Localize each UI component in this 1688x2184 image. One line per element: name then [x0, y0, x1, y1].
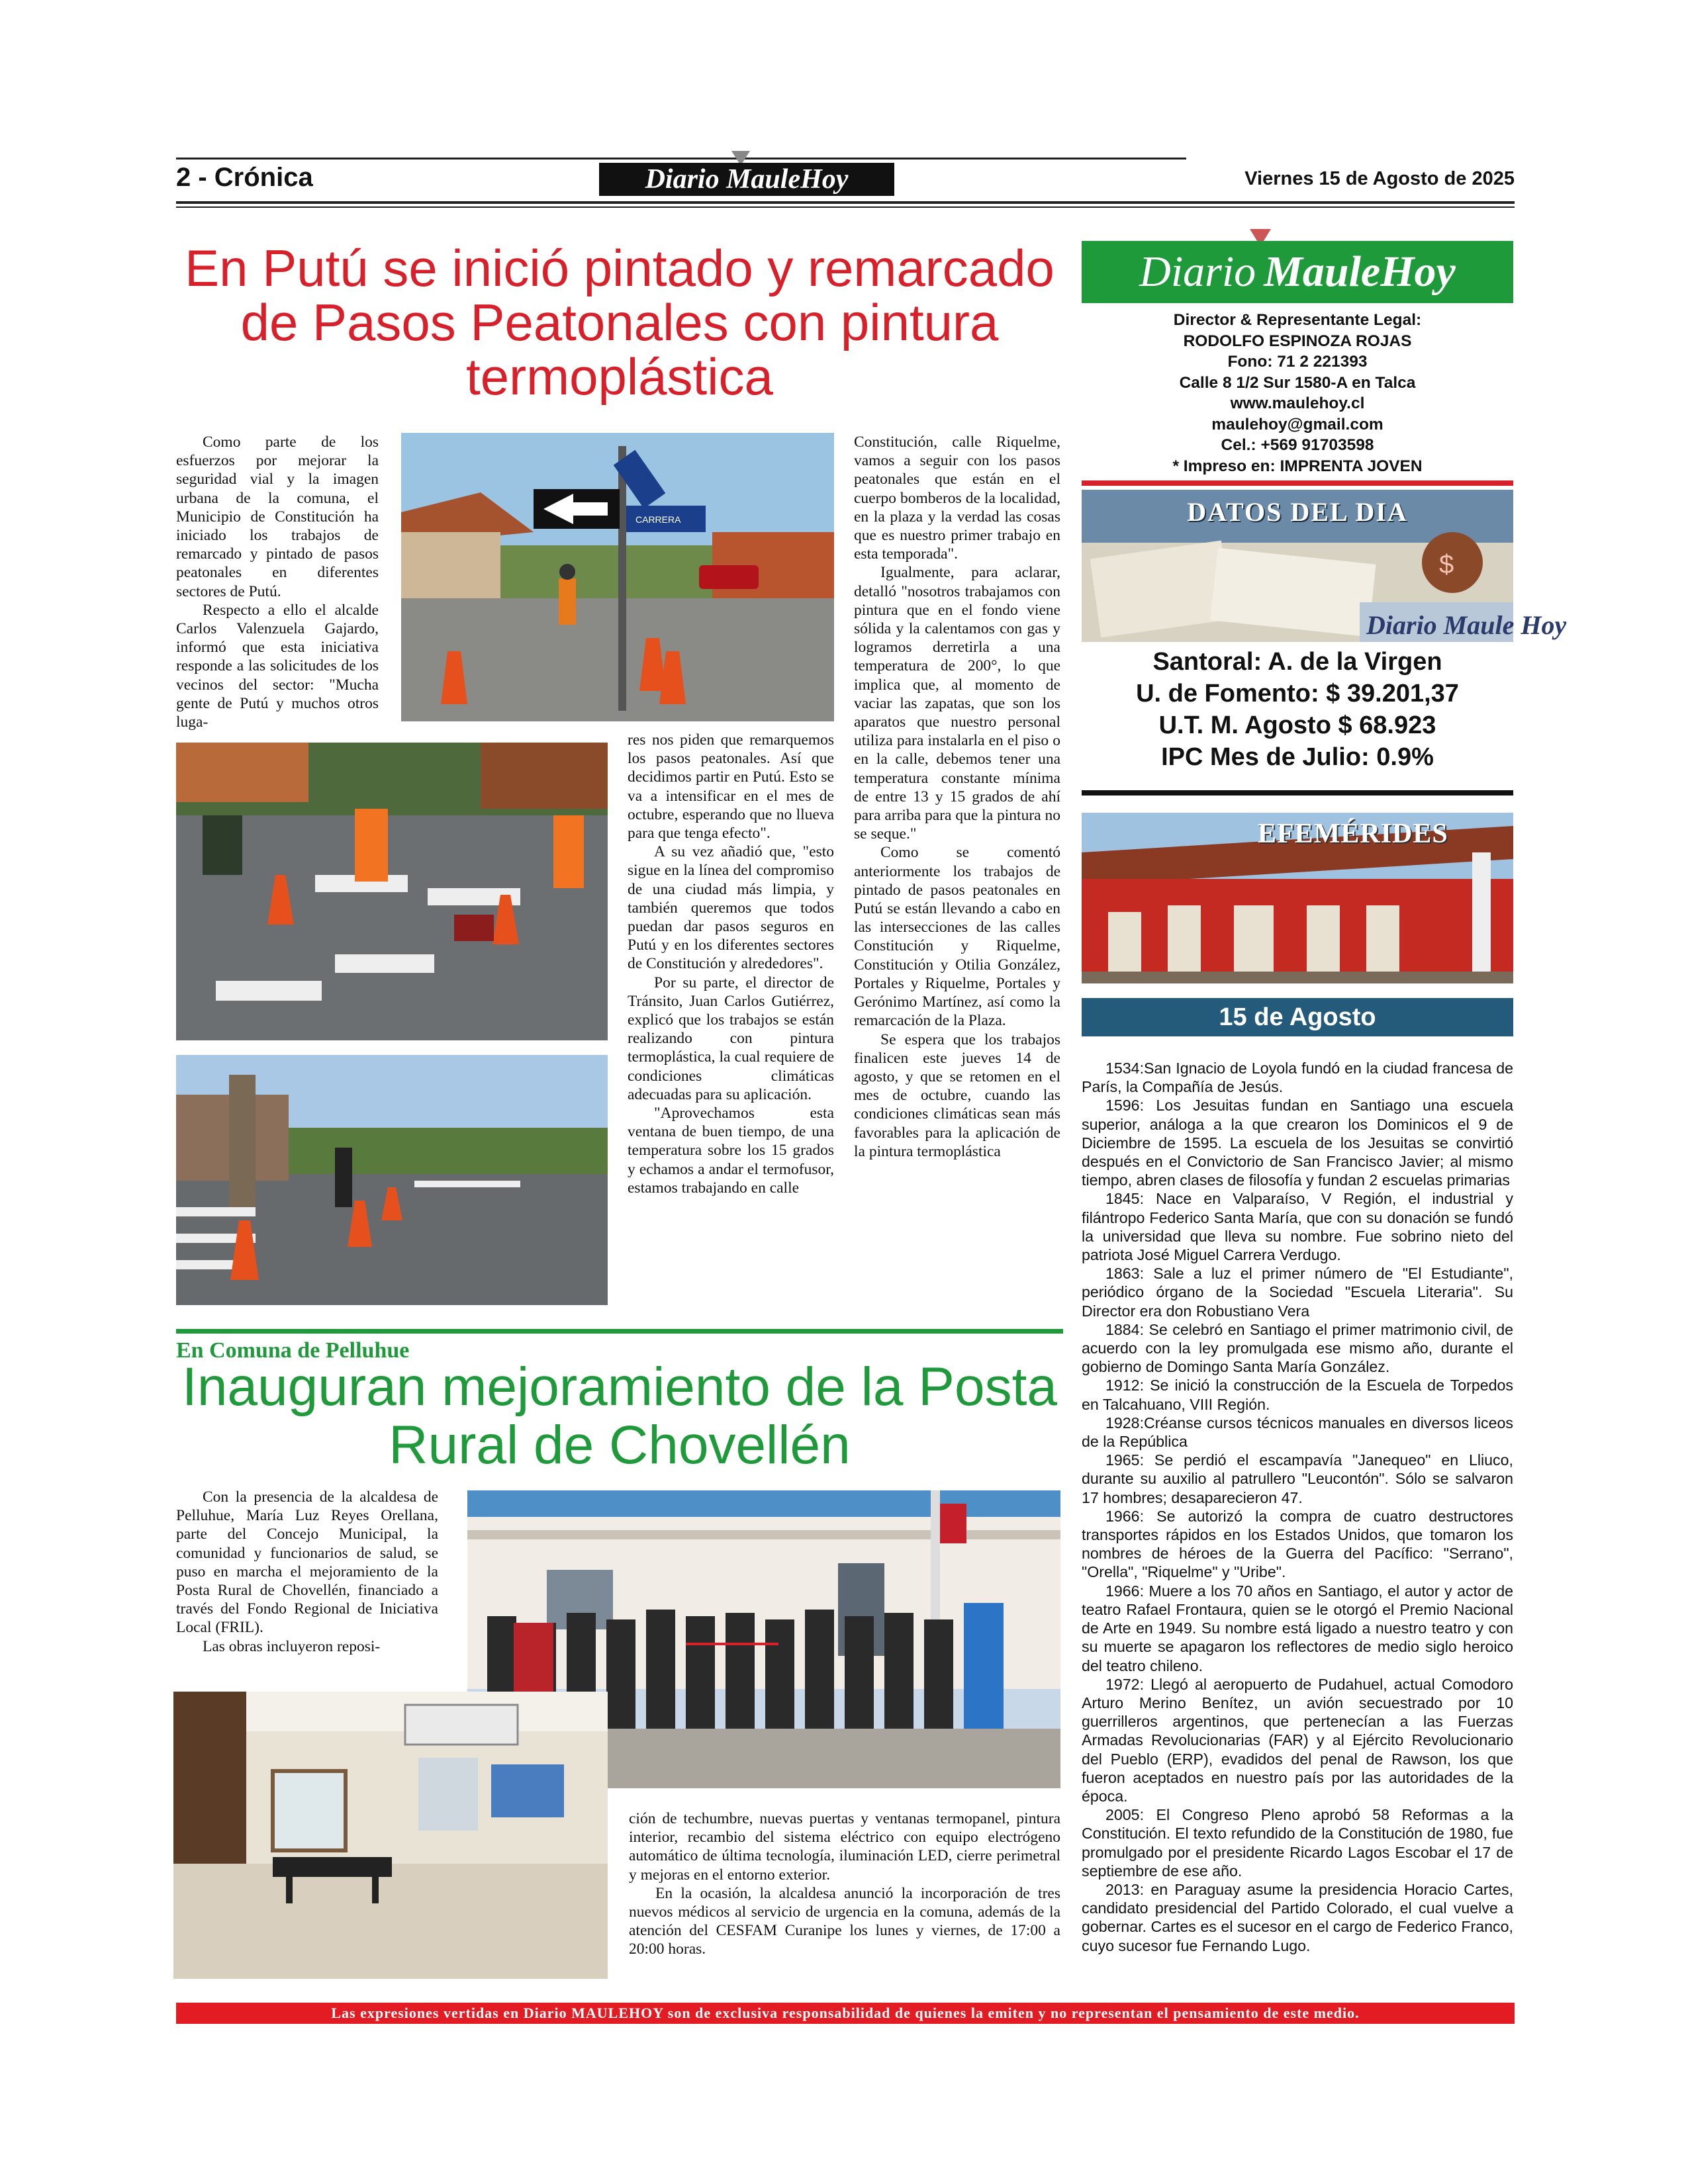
- paragraph: A su vez añadió que, "esto sigue en la línea del compromiso de una ciudad más limpia, y también queremos que todos puedan dar pasos seguros en Putú y en los diferentes sectores de Constitución y alrededores".: [628, 843, 834, 973]
- staff-line: Calle 8 1/2 Sur 1580-A en Talca: [1179, 373, 1416, 392]
- staff-line: * Impreso en: IMPRENTA JOVEN: [1172, 457, 1423, 475]
- photo-workers-painting: [176, 743, 608, 1040]
- masthead-word-2: MauleHoy: [1264, 248, 1456, 296]
- article2-headline: Inauguran mejoramiento de la Posta Rural de Chovellén: [182, 1357, 1057, 1475]
- footer-disclaimer: Las expresiones vertidas en Diario MAULEHOY son de exclusiva responsabilidad de quienes la emiten y no representan el pensamiento de este medio.: [176, 2003, 1515, 2024]
- paragraph: res nos piden que remarquemos los pasos peatonales. Así que decidimos partir en Putú. Esto se va a intensificar en el mes de octubre, esperando que no llueva para que tenga efecto".: [628, 731, 834, 842]
- paragraph: Constitución, calle Riquelme, vamos a seguir con los pasos peatonales que están en el cuerpo bomberos de la localidad, en la plaza y la verdad las cosas que es nuestro primer trabajo en esta temporada".: [854, 433, 1060, 563]
- masthead-word-1: Diario: [1139, 248, 1256, 296]
- header-top-rule: [176, 158, 1186, 159]
- paragraph: Como se comentó anteriormente los trabajos de pintado de pasos peatonales en Putú se están llevando a cabo en las intersecciones de las calles Constitución y Riquelme, Constitución y Otilia González, Portales y Riquelme, Portales y Gerónimo Martínez, así como la remarcación de la Plaza.: [854, 844, 1060, 1030]
- masthead: [1082, 241, 1513, 303]
- article2-col2: [629, 1809, 1060, 1959]
- efemerides-date: 15 de Agosto: [1082, 998, 1513, 1036]
- article1-col1: [176, 433, 379, 731]
- header-logo: Diario MauleHoy: [599, 163, 894, 196]
- staff-box: [1082, 310, 1513, 477]
- efemeride-item: 1884: Se celebró en Santiago el primer matrimonio civil, de acuerdo con la ley promulgada ese mismo año, durante el gobierno de Domingo Santa María González.: [1082, 1320, 1513, 1376]
- paragraph: Las obras incluyeron reposi-: [203, 1637, 381, 1655]
- sign-text: CARRERA: [635, 514, 681, 525]
- efemeride-item: 1966: Se autorizó la compra de cuatro destructores transportes rápidos en los Estados Unidos, que tomaron los nombres de héroes de la Guerra del Pacífico: "Serrano", "Orella", "Riquelme" y "Uribe".: [1082, 1507, 1513, 1581]
- efemeride-item: 2005: El Congreso Pleno aprobó 58 Reformas a la Constitución. El texto refundido de la Constitución de 1980, fue promulgado por el presidente Ricardo Lagos Escobar el 17 de septiembre de ese año.: [1082, 1806, 1513, 1880]
- paragraph: En la ocasión, la alcaldesa anunció la incorporación de tres nuevos médicos al servicio de urgencia en la comuna, además de la atención del CESFAM Curanipe los lunes y viernes, de 17:00 a 20:00 horas.: [629, 1884, 1060, 1958]
- issue-date: Viernes 15 de Agosto de 2025: [1244, 168, 1515, 189]
- efemeride-item: 1972: Llegó al aeropuerto de Pudahuel, actual Comodoro Arturo Merino Benítez, un avión secuestrado por 10 guerrilleros argentinos, que pertenecían a las Fuerzas Armadas Revolucionarias (FAR) y al Ejército Revolucionario del Pueblo (ERP), evadidos del penal de Rawson, los que fueron aceptados en nuestro país por las autoridades de la época.: [1082, 1675, 1513, 1805]
- datos-image-caption: Diario Maule Hoy: [1366, 610, 1567, 640]
- efemerides-list: [1082, 1059, 1513, 1955]
- efemeride-item: 1928:Créanse cursos técnicos manuales en diversos liceos de la República: [1082, 1414, 1513, 1451]
- staff-line: RODOLFO ESPINOZA ROJAS: [1183, 332, 1412, 350]
- svg-text:$: $: [1439, 550, 1454, 579]
- photo-street-signs: [401, 433, 834, 721]
- paragraph: Respecto a ello el alcalde Carlos Valenzuela Gajardo, informó que esta iniciativa responde a las solicitudes de los vecinos del sector: "Mucha gente de Putú y muchos otros luga-: [176, 601, 379, 731]
- paragraph: Igualmente, para aclarar, detalló "nosotros trabajamos con pintura que en el fondo viene sólida y la calentamos con gas y logramos derretirla a una temperatura de 200°, lo que implica que, al momento de vaciar las zapatas, que son los aparatos que nuestro personal utiliza para instalarla en el piso o en la calle, debemos tener una temperatura constante mínima de entre 13 y 15 grados de ahí para arriba para que la pintura no se seque.": [854, 564, 1060, 843]
- article1-col2: [628, 731, 834, 1197]
- header-rule: [176, 201, 1515, 204]
- paragraph: ción de techumbre, nuevas puertas y ventanas termopanel, pintura interior, recambio del sistema eléctrico con equipo electrógeno automático de última tecnología, iluminación LED, cierre perimetral y mejoras en el entorno exterior.: [629, 1810, 1060, 1884]
- sidebar-red-rule: [1082, 480, 1513, 486]
- staff-line: Director & Representante Legal:: [1173, 311, 1422, 329]
- paragraph: "Aprovechamos esta ventana de buen tiempo, de una temperatura sobre los 15 grados y echamos a andar el termofusor, estamos trabajando en calle: [628, 1105, 834, 1197]
- sidebar-black-rule: [1082, 790, 1513, 796]
- santoral: Santoral: A. de la Virgen: [1152, 648, 1442, 676]
- efemeride-item: 2013: en Paraguay asume la presidencia Horacio Cartes, candidato presidencial del Partido Colorado, el cual vuelve a gobernar. Cartes es el sucesor en el cargo de Federico Franco, cuyo sucesor fue Fernando Lugo.: [1082, 1880, 1513, 1954]
- article2-kicker: En Comuna de Pelluhue: [176, 1338, 410, 1363]
- header-rule-thin: [176, 206, 1515, 208]
- efemerides-title: EFEMÉRIDES: [1258, 819, 1448, 849]
- article1-col3: [854, 433, 1060, 1161]
- ipc-value: IPC Mes de Julio: 0.9%: [1161, 743, 1434, 771]
- datos-stats: [1082, 646, 1513, 773]
- datos-title: DATOS DEL DIA: [1187, 497, 1408, 527]
- email-link[interactable]: maulehoy@gmail.com: [1211, 415, 1383, 433]
- photo-waiting-room: [173, 1692, 608, 1979]
- photo-crosswalk-cones: [176, 1055, 608, 1305]
- efemeride-item: 1912: Se inició la construcción de la Escuela de Torpedos en Talcahuano, VIII Región.: [1082, 1377, 1513, 1413]
- efemeride-item: 1845: Nace en Valparaíso, V Región, el industrial y filántropo Federico Santa María, que con su donación se fundó la universidad que lleva su nombre. Fue sobrino nieto del patriota José Miguel Carrera Verdugo.: [1082, 1190, 1513, 1264]
- paragraph: Por su parte, el director de Tránsito, Juan Carlos Gutiérrez, explicó que los trabajos se están realizando con pintura termoplástica, la cual requiere de condiciones climáticas adecuadas para su aplicación.: [628, 974, 834, 1103]
- article1-headline: En Putú se inició pintado y remarcado de Pasos Peatonales con pintura termoplástica: [185, 239, 1055, 406]
- staff-line: Fono: 71 2 221393: [1227, 353, 1368, 371]
- efemeride-item: 1534:San Ignacio de Loyola fundó en la ciudad francesa de París, la Compañía de Jesús.: [1082, 1060, 1513, 1096]
- efemeride-item: 1863: Sale a luz el primer número de "El Estudiante", periódico órgano de la Sociedad "Escuela Literaria". Su Director era don Robustiano Vera: [1082, 1265, 1513, 1320]
- paragraph: Con la presencia de la alcaldesa de Pelluhue, María Luz Reyes Orellana, parte del Concejo Municipal, la comunidad y funcionarios de salud, se puso en marcha el mejoramiento de la Posta Rural de Chovellén, financiado a través del Fondo Regional de Iniciativa Local (FRIL).: [176, 1488, 438, 1637]
- section-label: 2 - Crónica: [176, 163, 313, 192]
- paragraph: Se espera que los trabajos finalicen este jueves 14 de agosto, y que se retomen en el mes de octubre, cuando las condiciones climáticas sean más favorables para la aplicación de la pintura termoplástica: [854, 1030, 1060, 1160]
- utm-value: U.T. M. Agosto $ 68.923: [1158, 711, 1436, 739]
- article2-col1: [176, 1488, 438, 1656]
- section-divider: [176, 1329, 1063, 1334]
- efemeride-item: 1966: Muere a los 70 años en Santiago, el autor y actor de teatro Rafael Frontaura, quien se le otorgó el Premio Nacional de Arte en 1949. Su nombre está ligado a nuestro teatro y con su muerte se apagaron los reflectores de medio siglo heroico del teatro chileno.: [1082, 1582, 1513, 1674]
- uf-value: U. de Fomento: $ 39.201,37: [1136, 680, 1459, 707]
- efemeride-item: 1965: Se perdió el escampavía "Janequeo" en Lliuco, durante su auxilio al patrullero "Leucontón". Sólo se salvaron 17 hombres; desaparecieron 47.: [1082, 1451, 1513, 1506]
- website-link[interactable]: www.maulehoy.cl: [1230, 394, 1365, 412]
- efemeride-item: 1596: Los Jesuitas fundan en Santiago una escuela superior, análoga a la que crearon los Dominicos el 9 de Diciembre de 1595. La escuela de los Jesuitas se convirtió después en el Convictorio de San Francisco Javier; al mismo tiempo, abren clases de filosofía y fundan 2 escuelas primarias: [1082, 1097, 1513, 1189]
- paragraph: Como parte de los esfuerzos por mejorar la seguridad vial y la imagen urbana de la comuna, el Municipio de Constitución ha iniciado los trabajos de remarcado y pintado de pasos peatonales en diferentes sectores de Putú.: [176, 433, 379, 600]
- staff-line: Cel.: +569 91703598: [1221, 436, 1374, 454]
